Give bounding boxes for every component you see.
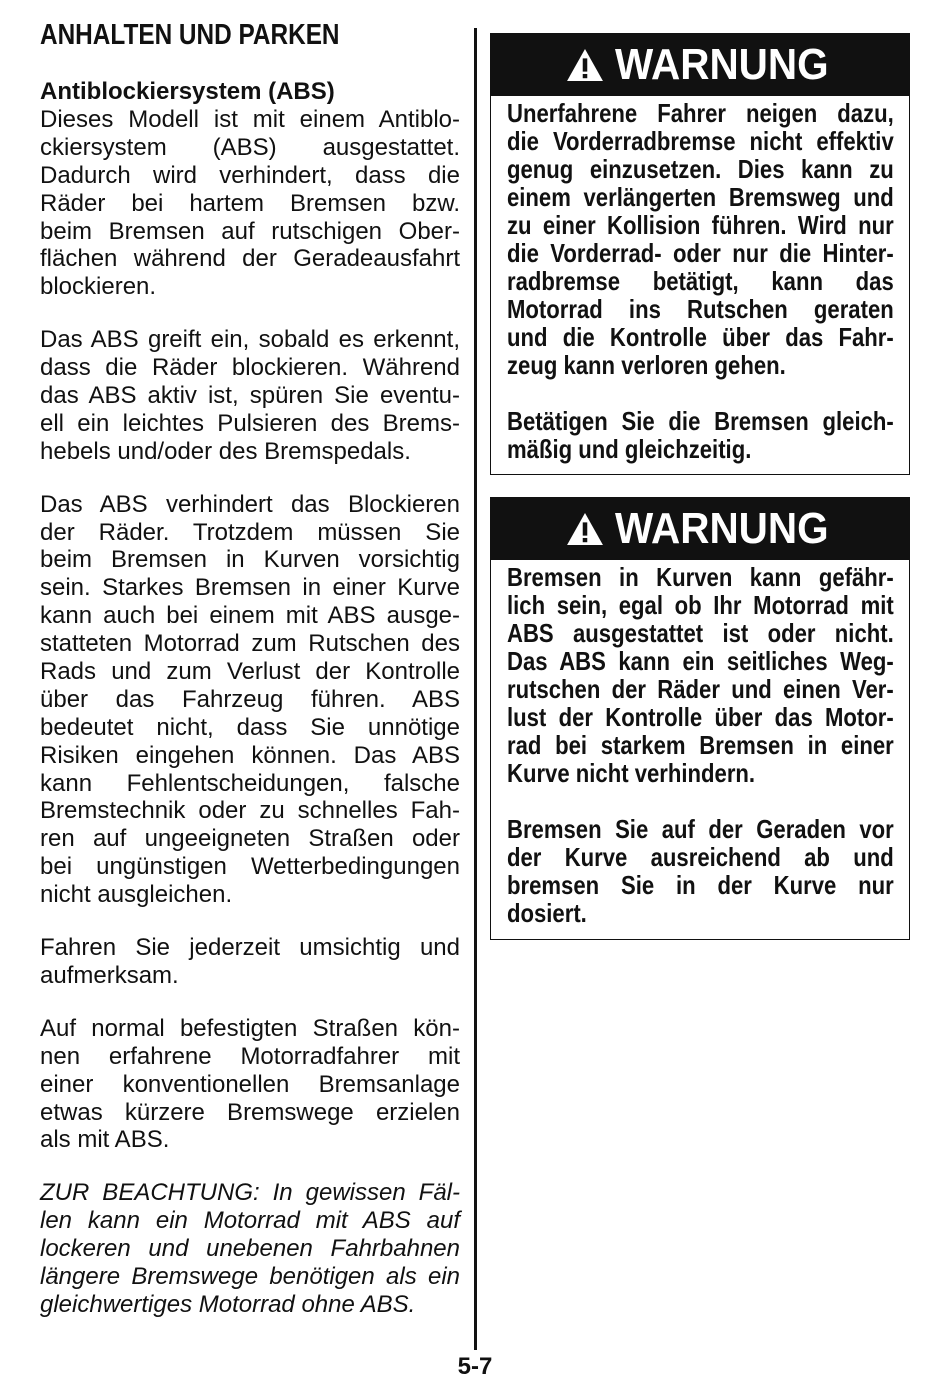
text-line: lust der Kontrolle über das Motor-	[507, 702, 894, 732]
text-line: Dieses Modell ist mit einem Antiblo-	[40, 106, 460, 133]
warning-header	[491, 498, 909, 560]
paragraph-braking-distance	[40, 1015, 460, 1154]
text-line: radbremse betätigt, kann das	[507, 266, 894, 296]
text-line: len kann ein Motorrad mit ABS auf	[40, 1207, 460, 1235]
text-line: rad bei starkem Bremsen in einer	[507, 730, 894, 760]
text-line: nicht ausgleichen.	[40, 881, 233, 909]
text-line: aufmerksam.	[40, 961, 179, 989]
text-line: genug einzusetzen. Dies kann zu	[507, 154, 894, 184]
page-title: ANHALTEN UND PARKEN	[40, 19, 340, 51]
warning-triangle-icon	[566, 512, 604, 546]
left-column	[40, 106, 460, 1344]
text-line: Fahren Sie jederzeit umsichtig und	[40, 934, 460, 962]
paragraph-abs-intro	[40, 106, 460, 301]
text-line: die Vorderradbremse nicht effektiv	[507, 126, 894, 156]
text-line: hebels und/oder des Bremspedals.	[40, 437, 411, 465]
text-line: Betätigen Sie die Bremsen gleich-	[507, 406, 894, 436]
text-line: gleichwertiges Motorrad ohne ABS.	[40, 1290, 416, 1318]
text-line: lich sein, egal ob Ihr Motorrad mit	[507, 590, 894, 620]
text-line: längere Bremswege benötigen als ein	[40, 1262, 460, 1290]
text-line: einer konventionellen Bremsanlage	[40, 1070, 460, 1098]
text-line: Kurve nicht verhindern.	[507, 758, 756, 788]
text-line: rutschen der Räder und einen Ver-	[507, 674, 894, 704]
paragraph	[507, 563, 894, 787]
text-line: Bremstechnik oder zu schnelles Fah-	[40, 797, 460, 825]
paragraph-careful-driving	[40, 934, 460, 990]
text-line: Das ABS kann ein seitliches Weg-	[507, 646, 894, 676]
text-line: blockieren.	[40, 273, 157, 301]
paragraph	[507, 815, 894, 927]
text-line: etwas kürzere Bremswege erzielen	[40, 1098, 460, 1126]
text-line: kann Fehlentscheidungen, falsche	[40, 769, 460, 797]
column-divider	[474, 28, 477, 1350]
paragraph	[507, 99, 894, 379]
text-line: Räder bei hartem Bremsen bzw.	[40, 189, 460, 217]
text-line: dosiert.	[507, 898, 587, 928]
text-line: bremsen Sie in der Kurve nur	[507, 870, 894, 900]
text-line: Auf normal befestigten Straßen kön-	[40, 1014, 460, 1042]
text-line: Risiken eingehen können. Das ABS	[40, 741, 460, 769]
text-line: über das Fahrzeug führen. ABS	[40, 685, 460, 713]
text-line: flächen während der Geradeausfahrt	[40, 245, 460, 273]
paragraph-abs-pulsing	[40, 326, 460, 465]
text-line: Das ABS greift ein, sobald es erkennt,	[40, 326, 460, 354]
text-line: Bremsen in Kurven kann gefähr-	[507, 562, 894, 592]
text-line: einem verlängerten Bremsweg und	[507, 182, 894, 212]
text-line: zu einer Kollision führen. Wird nur	[507, 210, 894, 240]
text-line: ell ein leichtes Pulsieren des Brems-	[40, 409, 460, 437]
text-line: mäßig und gleichzeitig.	[507, 434, 752, 464]
text-line: Motorrad ins Rutschen geraten	[507, 294, 894, 324]
section-heading: Antiblockiersystem (ABS)	[40, 78, 335, 105]
paragraph	[507, 407, 894, 463]
text-line: Das ABS verhindert das Blockieren	[40, 490, 460, 518]
text-line: lockeren und unebenen Fahrbahnen	[40, 1235, 460, 1263]
text-line: der Räder. Trotzdem müssen Sie	[40, 518, 460, 546]
text-line: statteten Motorrad zum Rutschen des	[40, 630, 460, 658]
warning-triangle-icon	[566, 48, 604, 82]
text-line: ZUR BEACHTUNG: In gewissen Fäl-	[40, 1179, 460, 1207]
warning-label: WARNUNG	[615, 504, 829, 553]
note-paragraph	[40, 1179, 460, 1318]
warning-label: WARNUNG	[615, 40, 829, 89]
page-number: 5-7	[457, 1353, 493, 1380]
warning-box-front-brake	[490, 33, 910, 475]
warning-text	[507, 99, 894, 491]
warning-header	[491, 34, 909, 96]
text-line: als mit ABS.	[40, 1126, 170, 1154]
text-line: Dadurch wird verhindert, dass die	[40, 161, 460, 189]
text-line: und die Kontrolle über das Fahr-	[507, 322, 894, 352]
text-line: bedeutet nicht, dass Sie unnötige	[40, 713, 460, 741]
text-line: sein. Starkes Bremsen in einer Kurve	[40, 574, 460, 602]
warning-box-curves	[490, 497, 910, 940]
text-line: beim Bremsen in Kurven vorsichtig	[40, 546, 460, 574]
text-line: ABS ausgestattet ist oder nicht.	[507, 618, 894, 648]
text-line: dass die Räder blockieren. Während	[40, 354, 460, 382]
text-line: ckiersystem (ABS) ausgestattet.	[40, 133, 460, 161]
text-line: die Vorderrad- oder nur die Hinter-	[507, 238, 894, 268]
text-line: Unerfahrene Fahrer neigen dazu,	[507, 98, 894, 128]
text-line: der Kurve ausreichend ab und	[507, 842, 894, 872]
warning-text	[507, 563, 894, 955]
paragraph-abs-curves	[40, 491, 460, 909]
text-line: Bremsen Sie auf der Geraden vor	[507, 814, 894, 844]
text-line: nen erfahrene Motorradfahrer mit	[40, 1042, 460, 1070]
text-line: das ABS aktiv ist, spüren Sie eventu-	[40, 382, 460, 410]
text-line: zeug kann verloren gehen.	[507, 350, 786, 380]
text-line: bei ungünstigen Wetterbedingungen	[40, 853, 460, 881]
text-line: kann auch bei einem mit ABS ausge-	[40, 602, 460, 630]
text-line: ren auf ungeeigneten Straßen oder	[40, 825, 460, 853]
text-line: Rads und zum Verlust der Kontrolle	[40, 658, 460, 686]
text-line: beim Bremsen auf rutschigen Ober-	[40, 217, 460, 245]
